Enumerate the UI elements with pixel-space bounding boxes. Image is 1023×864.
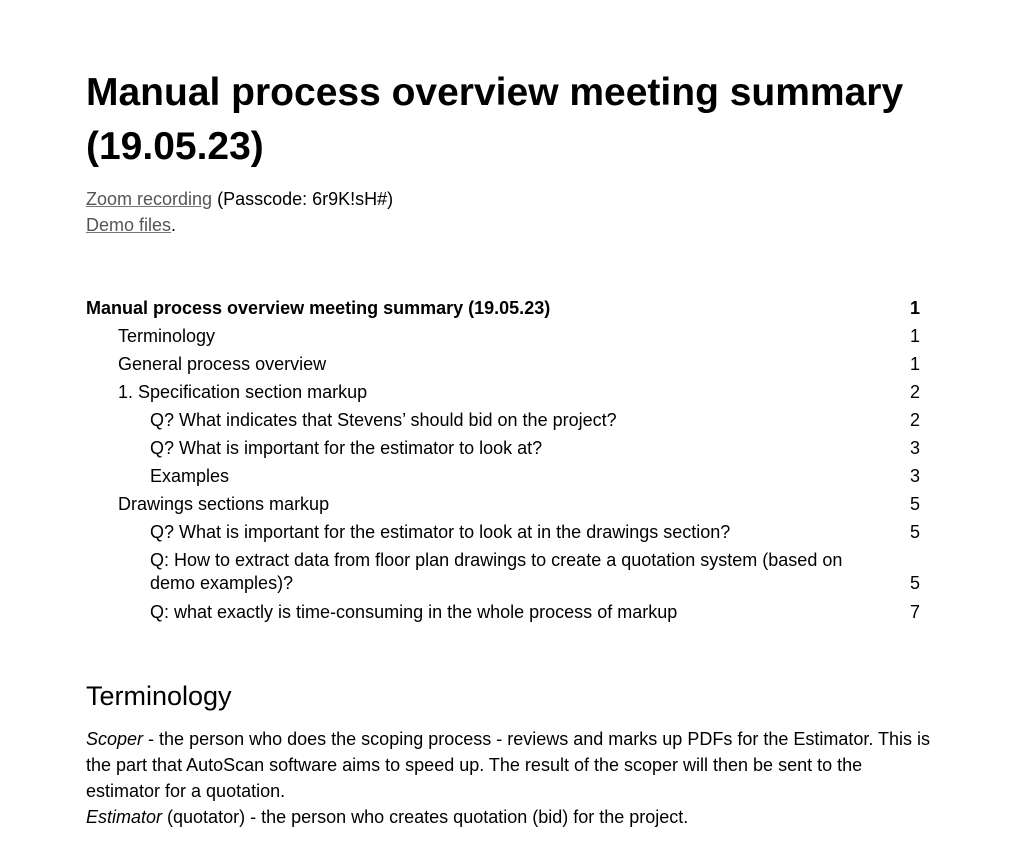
toc-entry-page: 1 [909,354,920,374]
toc-entry-page: 1 [909,298,920,318]
toc-entry-label: 1. Specification section markup [118,382,368,402]
links-block [86,186,393,238]
toc-entry-label: Manual process overview meeting summary (19.05.23) [86,298,551,318]
estimator-term: Estimator [86,807,163,827]
scoper-definition: - the person who does the scoping process - reviews and marks up PDFs for the Estimator. This is the part that AutoScan software aims to speed up. The result of the scoper will then be sent to the estimator for a quotation. [86,729,931,801]
toc-entry-page: 1 [909,326,920,346]
toc-entry-page: 2 [909,410,920,430]
toc-entry-page: 7 [909,602,920,622]
toc-entry-page: 5 [909,573,920,593]
toc-entry[interactable] [86,378,920,406]
toc-entry[interactable] [86,490,920,518]
toc-entry-label: Examples [150,466,230,486]
toc-entry[interactable] [86,322,920,350]
toc-entry-label: Q? What is important for the estimator to look at? [150,438,543,458]
passcode-text: (Passcode: 6r9K!sH#) [217,189,394,209]
toc-entry-label: Q? What indicates that Stevens’ should bid on the project? [150,410,617,430]
toc-entry-label: Q: what exactly is time-consuming in the whole process of markup [150,602,678,622]
table-of-contents [86,294,920,626]
toc-entry-label: Drawings sections markup [118,494,330,514]
toc-entry[interactable] [86,598,920,626]
toc-entry[interactable] [86,434,920,462]
toc-entry[interactable] [86,406,920,434]
zoom-recording-link[interactable]: Zoom recording [86,189,213,209]
toc-entry-page: 5 [909,494,920,514]
toc-entry-label: Q? What is important for the estimator to look at in the drawings section? [150,522,731,542]
terminology-heading: Terminology [86,681,232,711]
toc-entry[interactable] [86,546,920,598]
toc-entry[interactable] [86,462,920,490]
demo-files-link[interactable]: Demo files [86,215,172,235]
toc-entry-label: General process overview [118,354,327,374]
toc-entry-page: 2 [909,382,920,402]
scoper-term: Scoper [86,729,144,749]
demo-period: . [171,215,177,235]
toc-entry-label: Terminology [118,326,216,346]
toc-entry-page: 3 [909,466,920,486]
toc-entry[interactable] [86,518,920,546]
toc-entry-label: Q: How to extract data from floor plan drawings to create a quotation system (based on demo examples)? [150,550,843,593]
toc-entry-page: 3 [909,438,920,458]
toc-entry-page: 5 [909,522,920,542]
terminology-paragraph [86,726,931,830]
toc-entry[interactable] [86,350,920,378]
toc-entry[interactable] [86,294,920,322]
document-title: Manual process overview meeting summary (19.05.23) [86,71,904,168]
estimator-definition: (quotator) - the person who creates quotation (bid) for the project. [162,807,689,827]
